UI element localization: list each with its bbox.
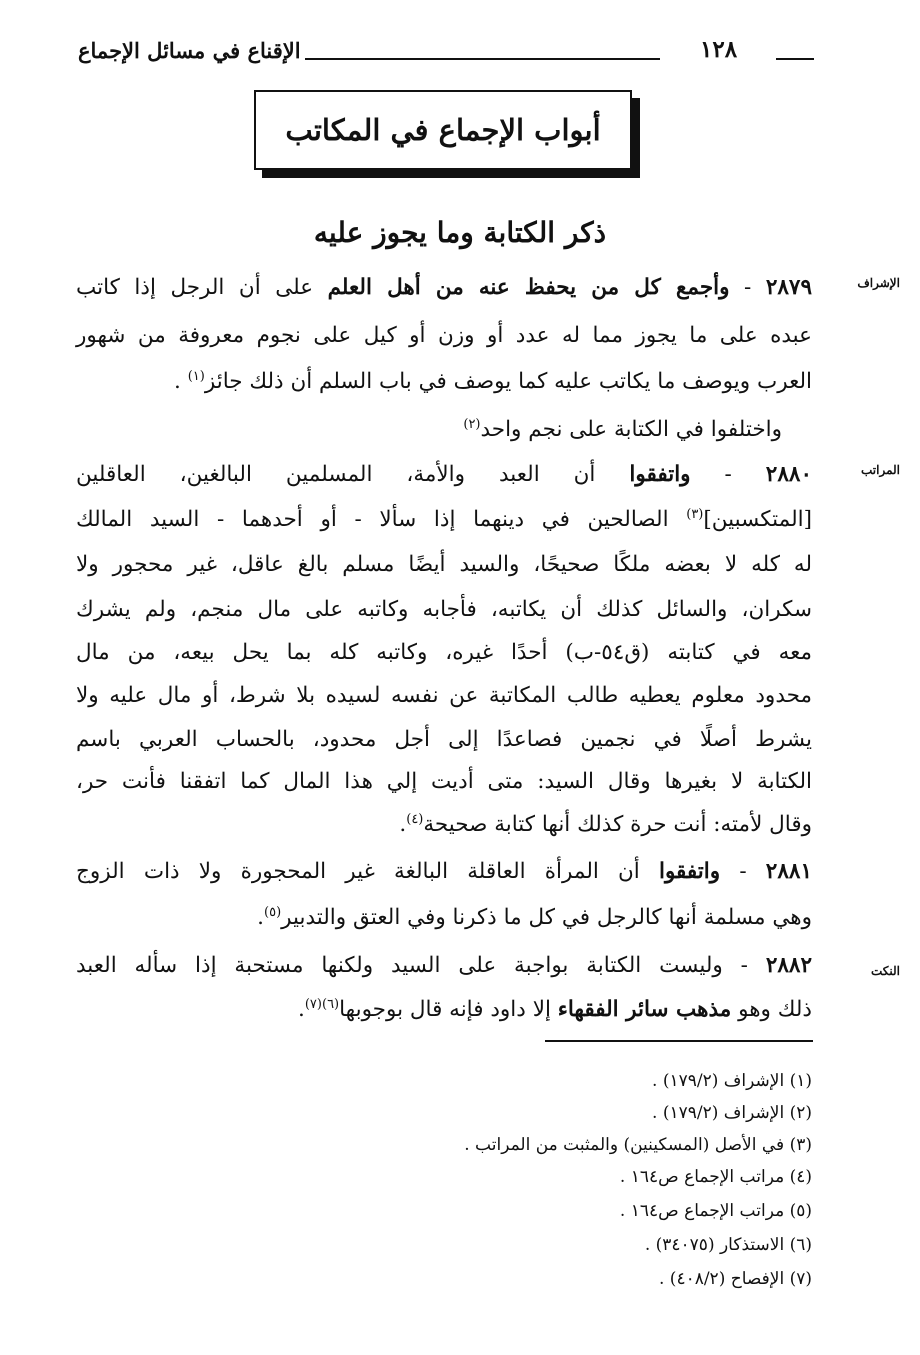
issue-number: ٢٨٧٩ <box>765 275 813 300</box>
margin-label-nukat: النكت <box>870 964 900 978</box>
line-text: العرب ويوصف ما يكاتب عليه كما يوصف في باب السلم أن ذلك جائز <box>204 369 812 394</box>
line-tail: . <box>174 369 188 394</box>
line-text: ذلك وهو <box>731 997 812 1022</box>
line-text: وهي مسلمة أنها كالرجل في كل ما ذكرنا وفي العتق والتدبير <box>281 905 812 930</box>
para-2880-line-6: محدود معلوم يعطيه طالب المكاتبة عن نفسه لسيده بلا شرط، أو مال عليه ولا <box>76 683 812 708</box>
issue-number: ٢٨٨٠ <box>765 462 812 487</box>
separator: - <box>720 859 766 884</box>
issue-number: ٢٨٨٢ <box>765 953 813 978</box>
lead-phrase: واتفقوا <box>658 859 721 884</box>
para-2880-line-9 <box>76 805 812 845</box>
footnote-1: (١) الإشراف (١٧٩/٢) . <box>652 1071 812 1091</box>
separator: - <box>690 462 766 487</box>
footnote-separator <box>545 1040 813 1042</box>
line-text: أن العبد والأمة، المسلمين البالغين، العاقلين <box>76 462 630 487</box>
para-2880-line-1 <box>76 455 812 495</box>
separator: - <box>729 275 766 300</box>
line-text: [المتكسبين] <box>703 507 812 532</box>
para-2880-line-7: يشرط أصلًا في نجمين فصاعدًا إلى أجل محدود، بالحساب العربي باسم <box>76 727 812 752</box>
para-2880-line-5: معه في كتابته (ق٥٤-ب) أحدًا غيره، وكاتبه كله بما يحل بيعه، من مال <box>76 640 812 665</box>
footnote-6: (٦) الاستذكار (٣٤٠٧٥) . <box>644 1235 812 1255</box>
para-2879-line-2: عبده على ما يجوز مما له عدد أو وزن أو كيل على نجوم معروفة من شهور <box>76 323 812 348</box>
footnote-7: (٧) الإفصاح (٤٠٨/٢) . <box>658 1269 812 1289</box>
para-2879-line-1 <box>76 268 812 308</box>
para-2881-line-1 <box>76 852 812 892</box>
page-number: ١٢٨ <box>700 36 738 63</box>
footnote-5: (٥) مراتب الإجماع ص١٦٤ . <box>619 1201 812 1221</box>
line-text: أن المرأة العاقلة البالغة غير المحجورة ولا ذات الزوج <box>76 859 659 884</box>
para-2882-line-2 <box>76 990 812 1030</box>
footnote-2: (٢) الإشراف (١٧٩/٢) . <box>652 1103 812 1123</box>
para-2880-line-4: سكران، والسائل كذلك أن يكاتبه، فأجابه وكاتبه على مال منجم، ولم يشرك <box>76 597 812 622</box>
footnote-ref: (٤) <box>406 811 424 827</box>
para-2881-line-2 <box>76 898 812 938</box>
footnote-3: (٣) في الأصل (المسكينين) والمثبت من المراتب . <box>464 1135 812 1155</box>
header-rule <box>305 58 660 60</box>
para-2882-line-1 <box>76 946 812 986</box>
footnote-ref: (٥) <box>264 904 282 920</box>
chapter-title-box <box>254 90 632 170</box>
line-text: وليست الكتابة بواجبة على السيد ولكنها مستحبة إذا سأله العبد <box>76 953 723 978</box>
page-number-dash <box>776 58 814 60</box>
line-tail: . <box>399 812 407 837</box>
chapter-title: أبواب الإجماع في المكاتب <box>285 113 601 147</box>
para-2880-line-3: له كله لا بعضه ملكًا صحيحًا، والسيد أيضًا مسلم بالغ عاقل، غير محجور ولا <box>76 552 812 577</box>
footnote-ref: (١) <box>187 368 205 384</box>
line-tail: . <box>298 997 305 1022</box>
margin-label-ishraf: الإشراف <box>857 276 900 290</box>
issue-number: ٢٨٨١ <box>765 859 812 884</box>
line-text: واختلفوا في الكتابة على نجم واحد <box>480 417 782 442</box>
footnote-ref: (٦)(٧) <box>304 996 340 1012</box>
footnote-4: (٤) مراتب الإجماع ص١٦٤ . <box>619 1167 812 1187</box>
footnote-ref: (٢) <box>463 416 481 432</box>
section-title: ذكر الكتابة وما يجوز عليه <box>313 216 607 249</box>
line-text: وقال لأمته: أنت حرة كذلك أنها كتابة صحيحة <box>423 812 812 837</box>
bold-phrase: مذهب سائر الفقهاء <box>557 997 732 1022</box>
lead-phrase: وأجمع كل من يحفظ عنه من أهل العلم <box>327 275 730 300</box>
para-2879-line-4 <box>76 410 782 450</box>
separator: - <box>722 953 766 978</box>
footnote-ref: (٣) <box>686 506 704 522</box>
line-text: على أن الرجل إذا كاتب <box>76 275 328 300</box>
running-header-title: الإقناع في مسائل الإجماع <box>78 38 301 63</box>
lead-phrase: واتفقوا <box>629 462 691 487</box>
line-text: إلا داود فإنه قال بوجوبها <box>339 997 558 1022</box>
para-2879-line-3 <box>76 362 812 402</box>
line-tail: الصالحين في دينهما إذا سألا - أو أحدهما - السيد المالك <box>76 507 687 532</box>
margin-label-maratib: المراتب <box>860 463 900 477</box>
para-2880-line-2 <box>76 500 812 540</box>
line-tail: . <box>257 905 264 930</box>
para-2880-line-8: الكتابة لا بغيرها وقال السيد: متى أديت إلي هذا المال كما اتفقنا فأنت حر، <box>76 769 812 794</box>
